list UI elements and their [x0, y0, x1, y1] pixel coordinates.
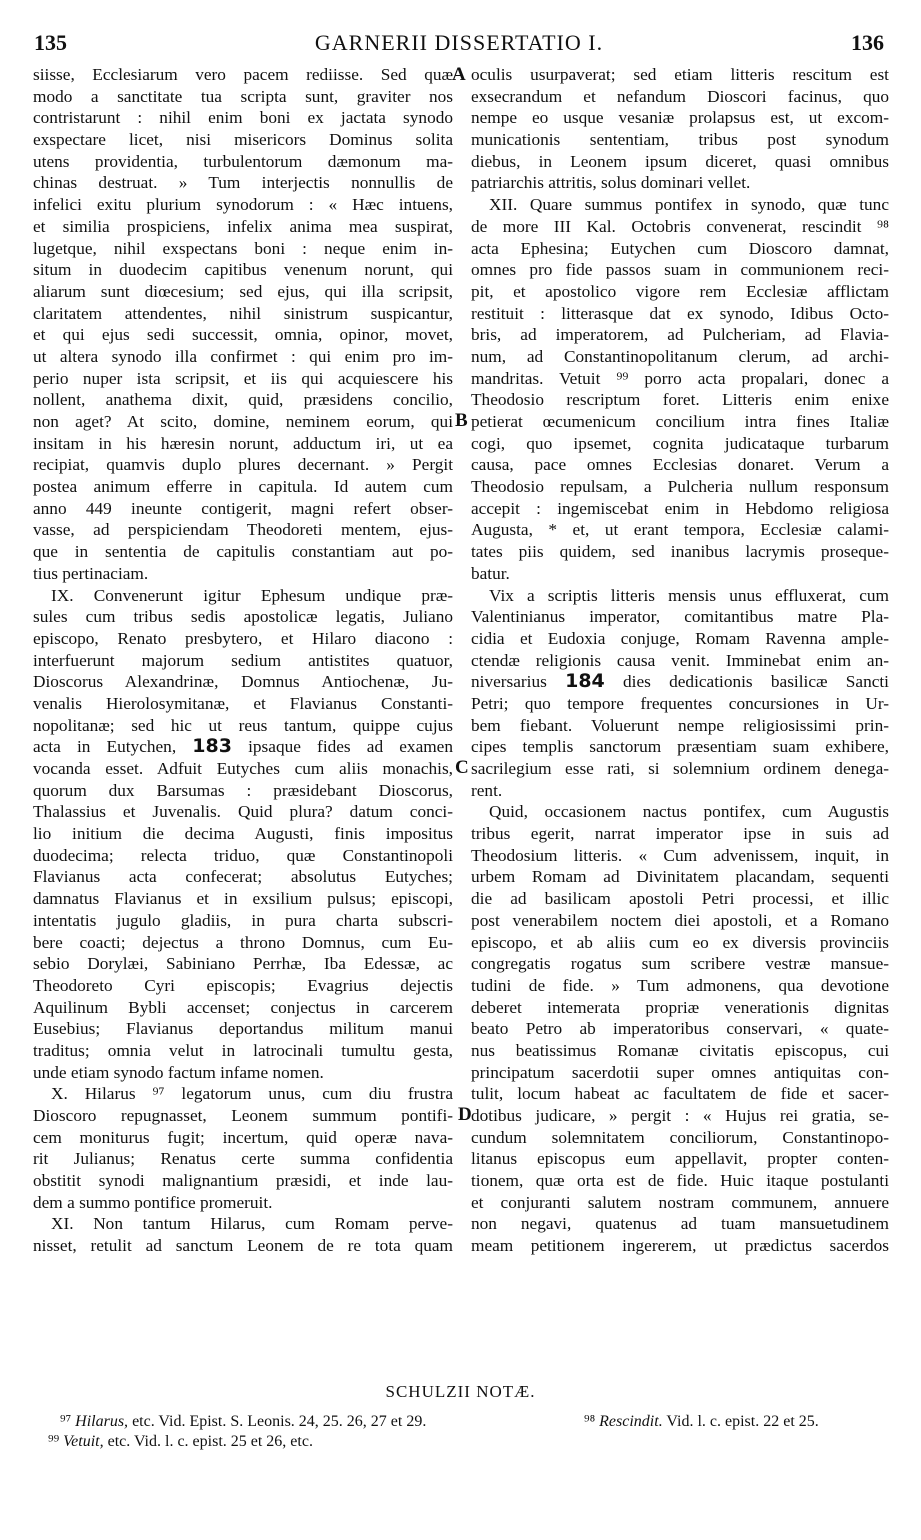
- text-line: bris, ad imperatorem, ad Pulcheriam, ad Flavia-: [471, 325, 889, 345]
- text-line: et qui ejus sedi successit, omnia, opinor, movet,: [33, 325, 453, 345]
- text-line: insitam in his hæresin norunt, adductum iri, ut ea: [33, 433, 453, 453]
- text-line: de more III Kal. Octobris convenerat, rescindit ⁹⁸: [471, 216, 889, 236]
- text-line: tribus egerit, narrat imperator ipse in suis ad: [471, 824, 889, 844]
- text-line: XII. Quare summus pontifex in synodo, quæ tunc: [489, 195, 889, 215]
- text-line: bere coacti; dejectus a throno Domnus, cum Eu-: [33, 932, 453, 952]
- text-line: ut altera synodo illa confirmet : qui enim pro im-: [33, 346, 453, 366]
- text-line: Flavianus acta confecerat; absolutus Eutyches;: [33, 867, 453, 887]
- text-line: non negavi, quatenus ad tuam mansuetudinem: [471, 1214, 889, 1234]
- text-line: et conjuranti salutem nostram communem, annuere: [471, 1192, 889, 1212]
- text-line: vasse, ad perspiciendam Theodoreti mentem, ejus-: [33, 520, 453, 540]
- text-line: acta in Eutychen, 183 ipsaque fides ad examen: [33, 736, 453, 758]
- page-number-left: 135: [34, 30, 67, 55]
- text-line: Vix a scriptis litteris mensis unus effluxerat, cum: [489, 585, 889, 605]
- footnote-99-term: Vetuit,: [63, 1433, 104, 1450]
- text-line: infelici exitu plurium synodorum : « Hæc intuens,: [33, 195, 453, 215]
- text-line: lugetque, nihil exspectans boni : neque enim in-: [33, 238, 453, 258]
- text-line: deberet intemerata propriæ venerationis dignitas: [471, 997, 889, 1017]
- text-line: non aget? At scito, domine, neminem eorum, qui: [33, 412, 453, 431]
- text-line: ctendæ religionis causa venit. Imminebat enim an-: [471, 650, 889, 670]
- footnote-97-term: Hilarus,: [75, 1413, 129, 1430]
- text-line: patriarchis attritis, solus dominari vellet.: [471, 173, 751, 193]
- text-line: vocanda esset. Adfuit Eutyches cum aliis monachis,: [33, 759, 453, 778]
- text-line: et similia prospiciens, infelix anima mea suspirat,: [33, 216, 453, 236]
- text-line: cogi, quo ipsemet, cognita judicataque turbarum: [471, 433, 889, 453]
- text-line: nempe eo usque vesaniæ prolapsus est, ut excom-: [471, 108, 889, 128]
- text-line: dem a summo pontifice promeruit.: [33, 1192, 273, 1212]
- text-line: aliarum sunt diœcesium; sed ejus, qui illa scripsit,: [33, 281, 453, 301]
- text-line: duodecima; relecta triduo, quæ Constantinopoli: [33, 845, 453, 865]
- text-line: Thalassius et Juvenalis. Quid plura? datum conci-: [33, 802, 453, 822]
- footnote-97-number: ⁹⁷: [60, 1413, 72, 1430]
- text-line: Dioscorus Alexandrinæ, Domnus Antiochenæ, Ju-: [33, 672, 453, 692]
- text-line: Theodosium litteris. « Cum advenissem, inquit, in: [471, 845, 889, 865]
- text-line: Theodosio rescriptum foret. Litteris enim enixe: [471, 390, 889, 410]
- page-header: [34, 30, 884, 64]
- text-line: lio initium die decima Augusti, finis impositus: [33, 824, 453, 844]
- text-line: Theodoreto Cyri episcopis; Evagrius dejectis: [33, 975, 453, 995]
- text-line: intentatis jugulo gladiis, in pura charta subscri-: [33, 910, 453, 930]
- footnote-98-number: ⁹⁸: [584, 1413, 596, 1430]
- text-line: modo a sanctitate tua scripta sunt, graviter nos: [33, 86, 453, 106]
- text-line: Valentinianus imperator, comitantibus matre Pla-: [471, 607, 889, 627]
- text-line: quorum dux Barsumas : præsidebant Dioscorus,: [33, 780, 453, 800]
- text-line: municationis sententiam, tribus post synodum: [471, 130, 889, 150]
- text-line: num, ad Constantinopolitanum clerum, ad archi-: [471, 346, 889, 366]
- footnote-99-number: ⁹⁹: [48, 1433, 60, 1450]
- text-line: niversarius 184 dies dedicationis basilicæ Sancti: [471, 671, 889, 693]
- text-line: restituit : litterasque dat ex synodo, Idibus Octo-: [471, 303, 889, 323]
- text-line: tudini de fide. » Tum admonens, qua devotione: [471, 975, 889, 995]
- text-line: acta Ephesina; Eutychen cum Dioscoro damnat,: [471, 238, 889, 258]
- text-line: Petri; quo tempore frequentes concursiones in Ur-: [471, 693, 889, 713]
- footnote-97-text: etc. Vid. Epist. S. Leonis. 24, 25. 26, 27 et 29.: [132, 1413, 427, 1430]
- original-page-number: 184: [565, 671, 605, 693]
- footnote-98-text: Vid. l. c. epist. 22 et 25.: [666, 1413, 819, 1430]
- text-line: contristarunt : nihil enim boni ex jactata synodo: [33, 108, 453, 128]
- text-line: rent.: [471, 780, 503, 800]
- text-line: unde etiam synodo factum infame nomen.: [33, 1062, 324, 1082]
- text-line: tulit, locum habeat ac facultatem de fide et sacer-: [471, 1084, 889, 1104]
- text-line: nopolitanæ; sed hic ut reus tantum, quippe cujus: [33, 715, 453, 735]
- text-line: post venerabilem noctem diei apostoli, et a Romano: [471, 910, 889, 930]
- text-line: recipiat, quamvis duplo plures decernant. » Pergit: [33, 455, 453, 475]
- footnote-98-term: Rescindit.: [599, 1413, 663, 1430]
- text-line: batur.: [471, 563, 510, 583]
- text-line: principatum sacerdotii super omnes antiquitas con-: [471, 1062, 889, 1082]
- margin-marker-b: B: [455, 410, 468, 431]
- notes-title: SCHULZII NOTÆ.: [385, 1382, 536, 1401]
- text-line: interfuerunt majorum sedium antistites quatuor,: [33, 650, 453, 670]
- text-line: IX. Convenerunt igitur Ephesum undique præ-: [51, 585, 453, 605]
- text-line: exsecrandum et nefandum Dioscori facinus, quo: [471, 86, 889, 106]
- text-line: episcopo, et ab aliis cum eo ex diversis provinciis: [471, 932, 889, 952]
- footnote-99-text: etc. Vid. l. c. epist. 25 et 26, etc.: [107, 1433, 313, 1450]
- text-line: beato Petro ab imperatoribus conservari, « quate-: [471, 1019, 889, 1039]
- text-line: postea animum efferre in capitula. Id autem cum: [33, 477, 453, 497]
- text-line: Aquilinum Bybli accenset; conjectus in carcerem: [33, 997, 453, 1017]
- footnote-99: [48, 1433, 313, 1451]
- margin-marker-c: C: [455, 757, 469, 778]
- text-line: accepit : ingemiscebat enim in Hebdomo religiosa: [471, 498, 889, 518]
- text-line: claritatem attendentes, nihil sinistrum suspicantur,: [33, 303, 453, 323]
- text-line: X. Hilarus ⁹⁷ legatorum unus, cum diu frustra: [51, 1084, 453, 1104]
- text-line: Theodosio repulsam, a Pulcheria nullum responsum: [471, 477, 889, 497]
- text-line: nollent, anathema dixit, quid, præsidens concilio,: [33, 390, 453, 410]
- text-line: perio nuper ista scripsit, et iis qui acquiescere his: [33, 368, 453, 388]
- text-line: tates piis quidem, sed inanibus lacrymis proseque-: [471, 542, 889, 562]
- text-line: cipes templis sanctorum præsentiam suam exhibere,: [471, 737, 889, 757]
- text-line: traditus; omnia velut in latrocinali tumultu gesta,: [33, 1040, 453, 1060]
- text-line: cidia et Eudoxia conjuge, Romam Ravenna ample-: [471, 628, 889, 648]
- text-line: sacrilegium esse rati, si solemnium ordinem denega-: [471, 759, 889, 778]
- original-page-number: 183: [192, 736, 232, 758]
- text-line: die ad basilicam apostoli Petri processi, et illic: [471, 889, 889, 909]
- text-line: tionem, quæ orta est de fide. Huic itaque postulanti: [471, 1171, 889, 1191]
- text-line: siisse, Ecclesiarum vero pacem rediisse. Sed quæ: [33, 65, 453, 84]
- text-line: causa, pace omnes Ecclesias donaret. Verum a: [471, 455, 889, 475]
- text-line: sebio Dorylæi, Sabiniano Perrhæ, Iba Edessæ, ac: [33, 954, 453, 974]
- text-line: venalis Hierolosymitanæ, et Flavianus Constanti-: [33, 693, 453, 713]
- text-line: situm in duodecim capitibus venenum norunt, qui: [33, 260, 453, 280]
- text-line: Dioscoro repugnasset, Leonem summum pontifi-: [33, 1106, 453, 1125]
- text-line: congregatis rogatus sum scribere vestræ mansue-: [471, 954, 889, 974]
- running-title: GARNERII DISSERTATIO I.: [314, 30, 604, 55]
- text-line: nisset, retulit ad sanctum Leonem de re tota quam: [33, 1236, 453, 1256]
- text-line: meam petitionem ingererem, ut prædictus sacerdos: [471, 1236, 889, 1256]
- text-line: XI. Non tantum Hilarus, cum Romam perve-: [51, 1214, 453, 1234]
- text-line: rit Julianus; Renatus certe summa confidentia: [33, 1149, 453, 1169]
- text-line: Augusta, * et, ut erant tempora, Ecclesiæ calami-: [471, 520, 889, 540]
- text-line: episcopo, Renato presbytero, et Hilaro diacono :: [33, 628, 453, 648]
- text-line: exspectare licet, nisi misericors Dominus solita: [33, 130, 453, 150]
- text-line: dotibus judicare, » pergit : « Hujus rei gratia, se-: [471, 1106, 889, 1125]
- text-line: cem moniturus fugit; incertum, quid operæ nava-: [33, 1127, 453, 1147]
- text-line: tius pertinaciam.: [33, 563, 149, 583]
- text-line: chinas destruat. » Tum interjectis nonnullis de: [33, 173, 453, 193]
- text-line: Eusebius; Flavianus deportandus militum manui: [33, 1019, 453, 1039]
- text-line: oculis usurpaverat; sed etiam litteris rescitum est: [471, 65, 889, 84]
- text-line: cundum solemnitatem conciliorum, Constantinopo-: [471, 1127, 889, 1147]
- page-number-right: 136: [851, 30, 884, 55]
- left-text-column: [33, 64, 453, 1257]
- right-text-column: [471, 64, 889, 1257]
- footnote-98: [584, 1413, 819, 1431]
- text-line: urbem Romam ad Divinitatem placandam, sequenti: [471, 867, 889, 887]
- text-line: litanus episcopus eum appellavit, propter conten-: [471, 1149, 889, 1169]
- text-line: pit, et apostolico vigore rem Ecclesiæ afflictam: [471, 281, 889, 301]
- text-line: Quid, occasionem nactus pontifex, cum Augustis: [489, 802, 889, 822]
- text-line: sules cum tribus sedis apostolicæ legatis, Juliano: [33, 607, 453, 627]
- text-line: omnes pro fide passos suam in communionem reci-: [471, 260, 889, 280]
- margin-marker-a: A: [452, 64, 466, 85]
- text-line: mandritas. Vetuit ⁹⁹ porro acta propalari, donec a: [471, 368, 889, 388]
- margin-marker-d: D: [458, 1104, 472, 1125]
- text-line: nus beatissimus Romanæ civitatis episcopus, cui: [471, 1040, 889, 1060]
- text-line: obstitit synodi malignantium præsidi, et inde lau-: [33, 1171, 453, 1191]
- text-line: petierat œcumenicum concilium intra fines Italiæ: [471, 412, 889, 431]
- text-line: diebus, in Leonem ipsum diceret, quasi omnibus: [471, 151, 889, 171]
- text-line: que in sententia de capitulis constantiam aut po-: [33, 542, 453, 562]
- text-line: damnatus Flavianus et in exsilium pulsus; episcopi,: [33, 889, 453, 909]
- text-line: anno 449 ineunte contigerit, magni refert obser-: [33, 498, 453, 518]
- text-line: utens providentia, turbulentorum dæmonum ma-: [33, 151, 453, 171]
- text-line: bem fiebant. Voluerunt nempe religiosissimi prin-: [471, 715, 889, 735]
- footnote-97: [60, 1413, 426, 1431]
